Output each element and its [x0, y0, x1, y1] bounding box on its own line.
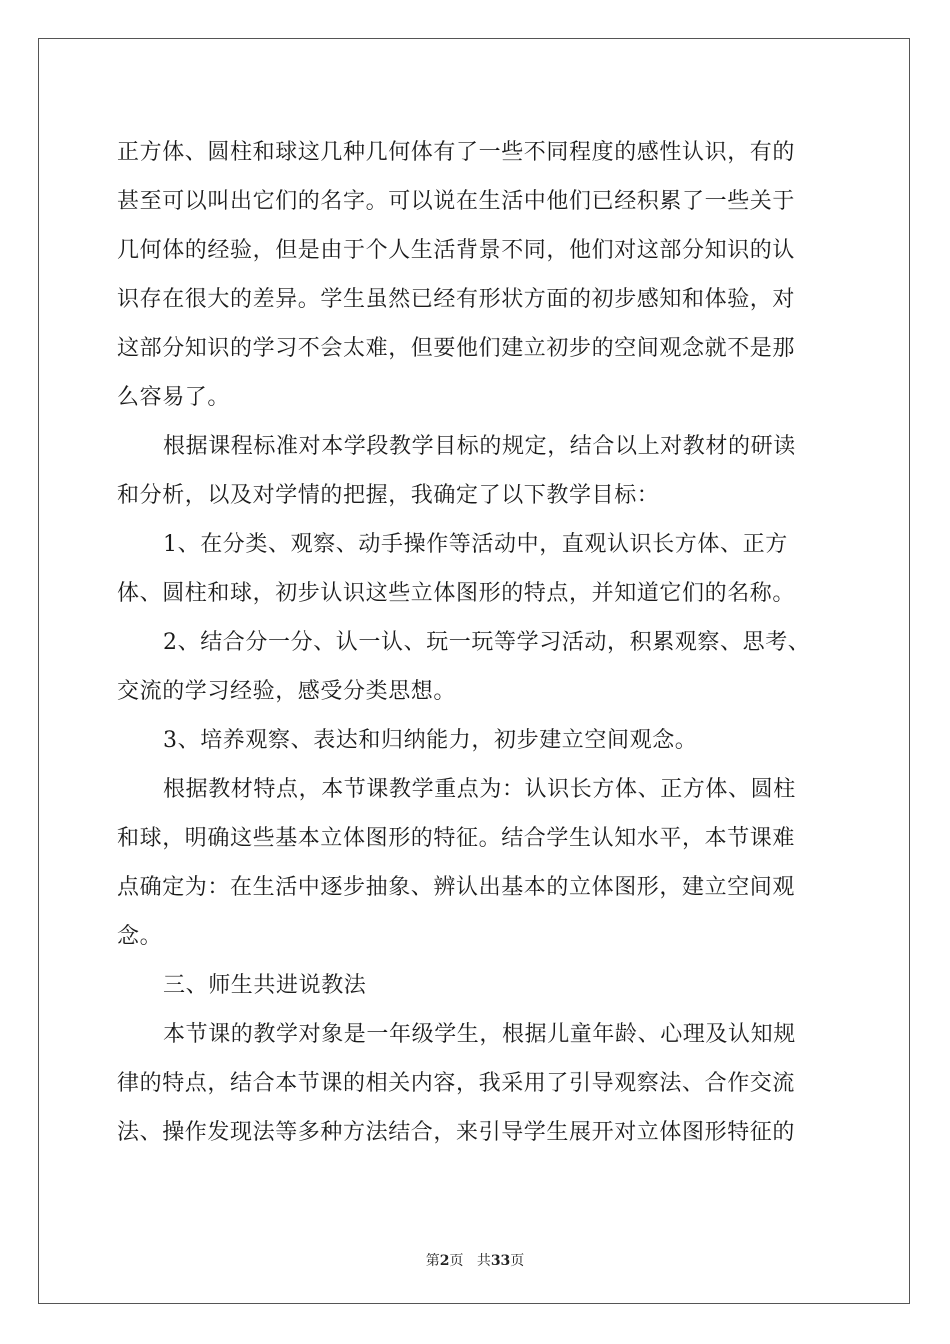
text-line: 正方体、圆柱和球这几种几何体有了一些不同程度的感性认识，有的: [117, 140, 796, 165]
text-line: 识存在很大的差异。学生虽然已经有形状方面的初步感知和体验，对: [117, 287, 796, 312]
text-line: 点确定为：在生活中逐步抽象、辨认出基本的立体图形，建立空间观: [117, 875, 796, 900]
page-footer: [0, 1250, 950, 1270]
text-line: 体、圆柱和球，初步认识这些立体图形的特点，并知道它们的名称。: [117, 581, 796, 606]
footer-total-prefix: 共: [476, 1253, 491, 1269]
section-heading: 三、师生共进说教法: [163, 973, 367, 998]
text-line: 甚至可以叫出它们的名字。可以说在生活中他们已经积累了一些关于: [117, 189, 796, 214]
text-line: 本节课的教学对象是一年级学生，根据儿童年龄、心理及认知规: [163, 1022, 796, 1047]
total-pages: 33: [490, 1253, 511, 1269]
text-line: 1、在分类、观察、动手操作等活动中，直观认识长方体、正方: [163, 532, 788, 557]
text-line: 根据教材特点，本节课教学重点为：认识长方体、正方体、圆柱: [163, 777, 796, 802]
text-line: 根据课程标准对本学段教学目标的规定，结合以上对教材的研读: [163, 434, 796, 459]
text-line: 交流的学习经验，感受分类思想。: [117, 679, 457, 704]
text-line: 念。: [117, 924, 163, 949]
text-line: 这部分知识的学习不会太难，但要他们建立初步的空间观念就不是那: [117, 336, 796, 361]
text-line: 法、操作发现法等多种方法结合，来引导学生展开对立体图形特征的: [117, 1120, 796, 1145]
text-line: 和球，明确这些基本立体图形的特征。结合学生认知水平，本节课难: [117, 826, 796, 851]
text-line: 2、结合分一分、认一认、玩一玩等学习活动，积累观察、思考、: [163, 630, 811, 655]
footer-page-suffix: 页: [449, 1253, 464, 1269]
text-line: 律的特点，结合本节课的相关内容，我采用了引导观察法、合作交流: [117, 1071, 796, 1096]
text-line: 么容易了。: [117, 385, 231, 410]
text-line: 几何体的经验，但是由于个人生活背景不同，他们对这部分知识的认: [117, 238, 796, 263]
text-line: 和分析，以及对学情的把握，我确定了以下教学目标：: [117, 483, 660, 508]
page-number: 2: [439, 1253, 450, 1269]
footer-prefix: 第: [425, 1253, 440, 1269]
document-body: [117, 128, 837, 1157]
text-line: 3、培养观察、表达和归纳能力，初步建立空间观念。: [163, 728, 698, 753]
footer-total-suffix: 页: [510, 1253, 525, 1269]
